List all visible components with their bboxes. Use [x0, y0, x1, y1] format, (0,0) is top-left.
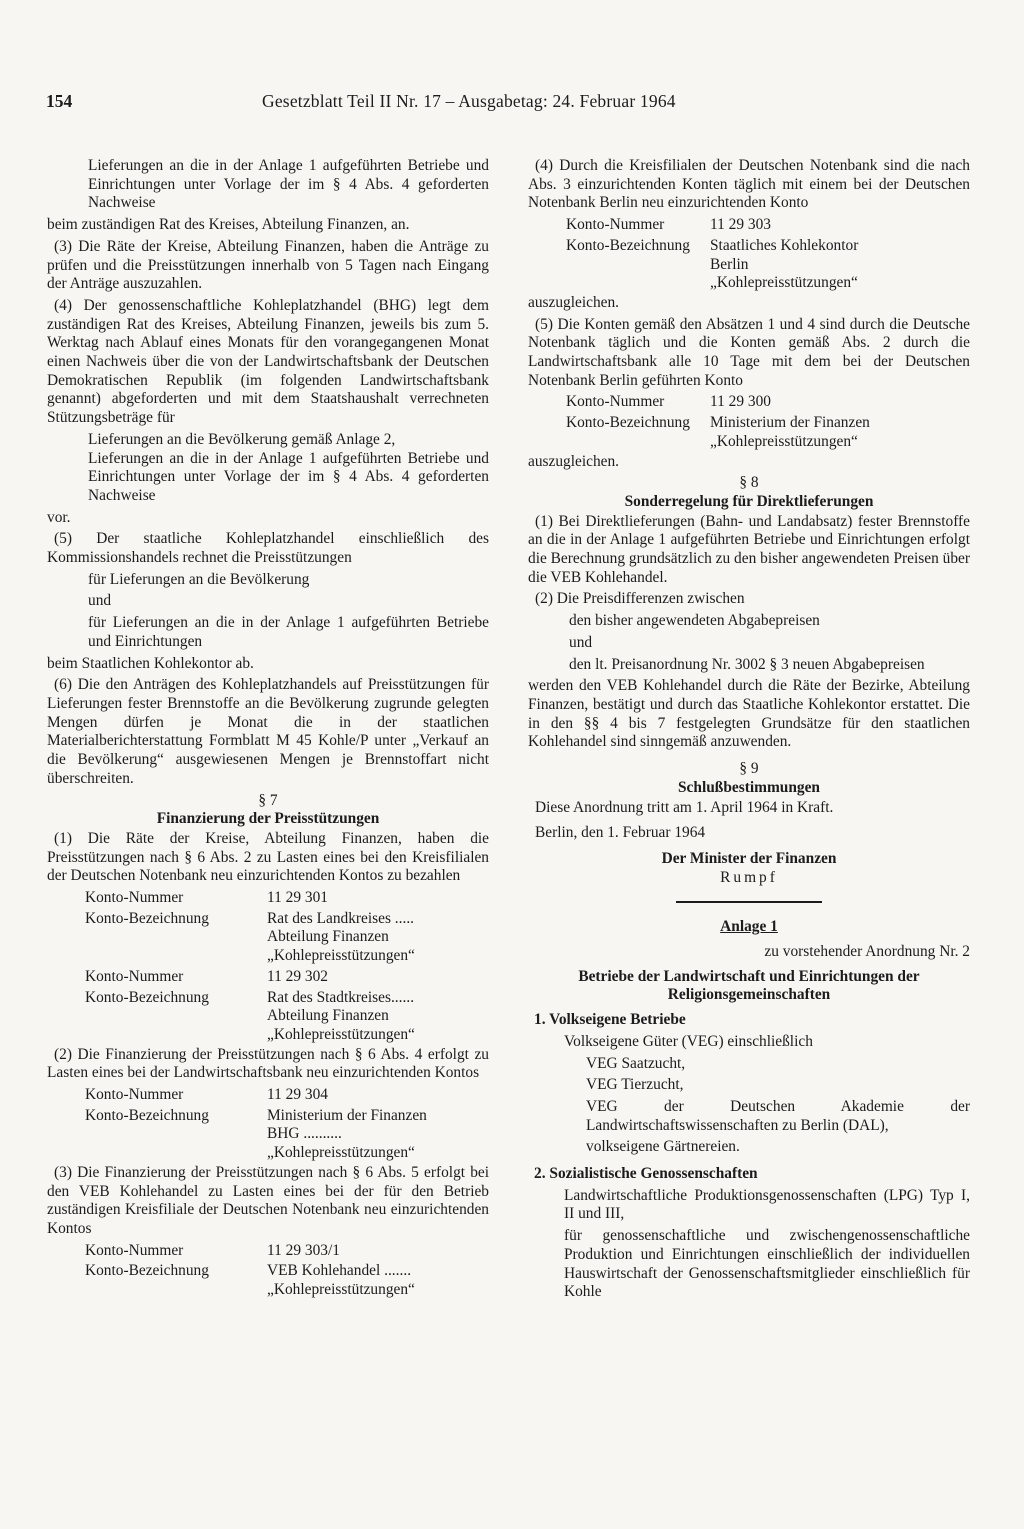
page-header [46, 92, 966, 114]
konto-bezeichnung-label: Konto-Bezeichnung [85, 988, 209, 1006]
page-number: 154 [46, 91, 73, 111]
list-1-item-a: VEG Saatzucht, [586, 1054, 686, 1072]
section-8-p2-item-a: den bisher angewendeten Abgabepreisen [569, 612, 820, 630]
konto-nummer-label: Konto-Nummer [566, 393, 665, 411]
left-column [47, 157, 489, 1301]
account-6-number: 11 29 300 [710, 393, 771, 411]
list-1-item-b: VEG Tierzucht, [586, 1076, 684, 1094]
account-6-name-line-1: Ministerium der Finanzen [710, 414, 870, 432]
section-7-number: § 7 [258, 791, 278, 809]
account-4-name-row [47, 1262, 489, 1299]
konto-bezeichnung-label: Konto-Bezeichnung [566, 414, 690, 432]
account-4-name-line-2: „Kohlepreisstützungen“ [267, 1281, 415, 1299]
section-8-paragraph-2: (2) Die Preisdifferenzen zwischen [535, 590, 745, 608]
list-2-item-a: Landwirtschaftliche Produktionsgenossenschaften (LPG) Typ I, II und III, [564, 1186, 970, 1223]
account-5-number: 11 29 303 [710, 216, 771, 234]
left-paragraph-5: (5) Der staatliche Kohleplatzhandel einschließlich des Kommissionshandels rechnet die Preisstützungen [47, 530, 489, 567]
list-1-intro: Volkseigene Güter (VEG) einschließlich [564, 1032, 813, 1050]
section-9-title: Schlußbestimmungen [678, 778, 820, 796]
section-8-paragraph-1: (1) Bei Direktlieferungen (Bahn- und Landabsatz) fester Brennstoffe an die in der Anlage 1 aufgeführten Betriebe und Einrichtungen erfolgt die Berechnung grundsätzlich zu den bisher angewendeten Preisen über die VEB Kohlehandel. [528, 512, 970, 586]
list-2-item-b: für genossenschaftliche und zwischengenossenschaftliche Produktion und Einrichtungen einschließlich der individuellen Hauswirtschaft der Genossenschaftsmitglieder einschließlich für Kohle [564, 1227, 970, 1301]
account-5-name-line-2: Berlin [710, 255, 749, 273]
account-3-name-line-1: Ministerium der Finanzen [267, 1106, 427, 1124]
section-8-number: § 8 [739, 474, 759, 492]
account-1-number-row [47, 889, 489, 908]
section-8-p2-und: und [569, 633, 593, 651]
konto-nummer-label: Konto-Nummer [85, 967, 184, 985]
account-4-number-row [47, 1242, 489, 1261]
konto-nummer-label: Konto-Nummer [85, 1241, 184, 1259]
account-5-name-row [528, 237, 970, 293]
account-5-name-line-3: „Kohlepreisstützungen“ [710, 274, 858, 292]
anlage-title: Anlage 1 [720, 918, 778, 936]
section-7-title: Finanzierung der Preisstützungen [156, 810, 380, 828]
konto-bezeichnung-label: Konto-Bezeichnung [85, 1106, 209, 1124]
konto-bezeichnung-label: Konto-Bezeichnung [85, 1262, 209, 1280]
account-6-name-line-2: „Kohlepreisstützungen“ [710, 432, 858, 450]
list-1-item-d: volkseigene Gärtnereien. [586, 1138, 740, 1156]
account-2-name-row [47, 989, 489, 1045]
account-1-name-line-3: „Kohlepreisstützungen“ [267, 947, 415, 965]
account-2-name-line-3: „Kohlepreisstützungen“ [267, 1025, 415, 1043]
account-2-name-line-1: Rat des Stadtkreises...... [267, 988, 415, 1006]
signer-name: Rumpf [720, 868, 778, 886]
account-3-name-line-2: BHG .......... [267, 1125, 342, 1143]
left-p4-item-b: Lieferungen an die in der Anlage 1 aufgeführten Betriebe und Einrichtungen unter Vorlage der im § 4 Abs. 4 geforderten Nachweise [88, 449, 489, 504]
header-title: Gesetzblatt Teil II Nr. 17 – Ausgabetag: 24. Februar 1964 [262, 91, 676, 111]
account-3-name-line-3: „Kohlepreisstützungen“ [267, 1144, 415, 1162]
anlage-subtitle: zu vorstehender Anordnung Nr. 2 [764, 943, 970, 961]
right-column [528, 157, 970, 1305]
account-2-number: 11 29 302 [267, 967, 328, 985]
place-and-date: Berlin, den 1. Februar 1964 [535, 824, 706, 842]
account-6-number-row [528, 393, 970, 412]
section-9-text: Diese Anordnung tritt am 1. April 1964 in Kraft. [535, 798, 834, 816]
left-intro-1: Lieferungen an die in der Anlage 1 aufgeführten Betriebe und Einrichtungen unter Vorlage der im § 4 Abs. 4 geforderten Nachweise [88, 157, 489, 212]
konto-bezeichnung-label: Konto-Bezeichnung [566, 236, 690, 254]
account-2-name-line-2: Abteilung Finanzen [267, 1007, 389, 1025]
right-p5-end: auszugleichen. [528, 452, 620, 470]
account-2-number-row [47, 968, 489, 987]
konto-nummer-label: Konto-Nummer [85, 1086, 184, 1104]
left-paragraph-3: (3) Die Räte der Kreise, Abteilung Finanzen, haben die Anträge zu prüfen und die Preisstützungen innerhalb von 5 Tagen nach Eingang der Anträge auszuzahlen. [47, 237, 489, 293]
signer-title: Der Minister der Finanzen [661, 849, 837, 867]
list-2-title: 2. Sozialistische Genossenschaften [534, 1165, 758, 1183]
account-3-number-row [47, 1086, 489, 1105]
konto-nummer-label: Konto-Nummer [85, 889, 184, 907]
section-7-paragraph-3: (3) Die Finanzierung der Preisstützungen nach § 6 Abs. 5 erfolgt bei den VEB Kohlehandel zu Lasten eines bei der für den Betrieb zuständigen Kreisfiliale der Deutschen Notenbank neu einzurichtenden Kontos [47, 1163, 489, 1237]
left-paragraph-6: (6) Die den Anträgen des Kohleplatzhandels auf Preisstützungen für Lieferungen fester Brennstoffe an die Bevölkerung zugrunde gelegten Mengen dürfen je Monat die in der staatlichen Materialberichterstattung Formblatt M 45 Kohle/P unter „Verkauf an die Bevölkerung“ ausgewiesenen Mengen je Brennstoffart nicht überschreiten. [47, 676, 489, 787]
account-1-name-line-2: Abteilung Finanzen [267, 928, 389, 946]
separator-rule [676, 901, 822, 903]
right-paragraph-4: (4) Durch die Kreisfilialen der Deutschen Notenbank sind die nach Abs. 3 einzurichtenden Konten täglich mit einem bei der Deutschen Notenbank Berlin neu einzurichtenden Konto [528, 157, 970, 212]
left-p5-end: beim Staatlichen Kohlekontor ab. [47, 654, 254, 672]
account-4-name-line-1: VEB Kohlehandel ....... [267, 1262, 412, 1280]
section-8-p2-item-b: den lt. Preisanordnung Nr. 3002 § 3 neuen Abgabepreisen [569, 655, 925, 673]
left-p5-item-b: für Lieferungen an die in der Anlage 1 aufgeführten Betriebe und Einrichtungen [88, 614, 489, 650]
section-7-paragraph-2: (2) Die Finanzierung der Preisstützungen nach § 6 Abs. 4 erfolgt zu Lasten eines bei der Landwirtschaftsbank neu einzurichtenden Kontos [47, 1045, 489, 1082]
left-intro-2: beim zuständigen Rat des Kreises, Abteilung Finanzen, an. [47, 216, 410, 234]
list-1-title: 1. Volkseigene Betriebe [534, 1011, 686, 1029]
account-3-name-row [47, 1107, 489, 1163]
right-p4-end: auszugleichen. [528, 293, 620, 311]
left-p5-und: und [88, 592, 112, 610]
account-1-name-row [47, 910, 489, 966]
account-3-number: 11 29 304 [267, 1086, 328, 1104]
account-1-number: 11 29 301 [267, 889, 328, 907]
section-8-title: Sonderregelung für Direktlieferungen [624, 492, 874, 510]
right-paragraph-5: (5) Die Konten gemäß den Absätzen 1 und 4 sind durch die Deutsche Notenbank täglich und die Konten gemäß Abs. 2 durch die Landwirtschaftsbank alle 10 Tage mit dem bei der Deutschen Notenbank Berlin geführten Konto [528, 315, 970, 389]
account-1-name-line-1: Rat des Landkreises ..... [267, 909, 415, 927]
account-6-name-row [528, 414, 970, 451]
section-7-paragraph-1: (1) Die Räte der Kreise, Abteilung Finanzen, haben die Preisstützungen nach § 6 Abs. 2 zu Lasten eines bei den Kreisfilialen der Deutschen Notenbank neu einzurichtenden Kontos zu bezahlen [47, 829, 489, 885]
section-9-number: § 9 [739, 760, 759, 778]
konto-bezeichnung-label: Konto-Bezeichnung [85, 909, 209, 927]
left-paragraph-4: (4) Der genossenschaftliche Kohleplatzhandel (BHG) legt dem zuständigen Rat des Kreises, Abteilung Finanzen, jeweils bis zum 5. Werktag nach Ablauf eines Monats für den vorangegangenen Monat einen Nachweis über die von der Landwirtschaftsbank der Deutschen Demokratischen Republik (im folgenden Landwirtschaftsbank genannt) abgeforderten und mit dem Staatshaushalt verrechneten Stützungsbeträge für [47, 296, 489, 427]
anlage-heading: Betriebe der Landwirtschaft und Einrichtungen der Religionsgemeinschaften [578, 967, 920, 1004]
konto-nummer-label: Konto-Nummer [566, 216, 665, 234]
left-p4-item-a: Lieferungen an die Bevölkerung gemäß Anlage 2, [88, 430, 396, 448]
account-4-number: 11 29 303/1 [267, 1241, 340, 1259]
account-5-name-line-1: Staatliches Kohlekontor [710, 236, 859, 254]
account-5-number-row [528, 216, 970, 235]
list-1-item-c: VEG der Deutschen Akademie der Landwirtschaftswissenschaften zu Berlin (DAL), [586, 1097, 970, 1134]
left-p5-item-a: für Lieferungen an die Bevölkerung [88, 570, 310, 588]
left-p4-end: vor. [47, 508, 71, 526]
section-8-p2-end: werden den VEB Kohlehandel durch die Räte der Bezirke, Abteilung Finanzen, bestätigt und durch das Staatliche Kohlekontor erstattet. Die in den §§ 4 bis 7 festgelegten Grundsätze für den staatlichen Kohlehandel sind sinngemäß anzuwenden. [528, 677, 970, 751]
